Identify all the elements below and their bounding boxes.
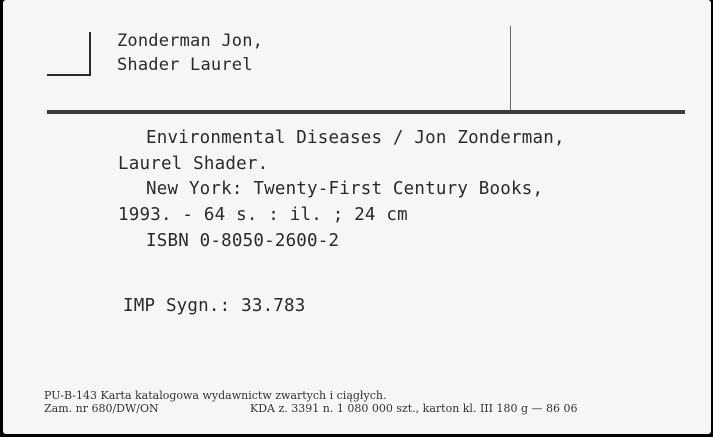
footer-order-number: Zam. nr 680/DW/ON xyxy=(44,402,159,415)
publication-line-1: New York: Twenty-First Century Books, xyxy=(146,179,544,199)
title-line-1: Environmental Diseases / Jon Zonderman, xyxy=(146,128,565,148)
vertical-rule xyxy=(510,26,511,110)
corner-mark xyxy=(47,32,91,76)
footer-print-info: KDA z. 3391 n. 1 080 000 szt., karton kl. III 180 g — 86 06 xyxy=(250,402,578,415)
call-number: IMP Sygn.: 33.783 xyxy=(123,296,306,316)
author-heading-line-1: Zonderman Jon, xyxy=(117,31,264,51)
publication-line-2: 1993. - 64 s. : il. ; 24 cm xyxy=(118,205,408,225)
title-line-2: Laurel Shader. xyxy=(118,154,269,174)
isbn-line: ISBN 0-8050-2600-2 xyxy=(146,231,340,251)
footer-line-1: PU-B-143 Karta katalogowa wydawnictw zwartych i ciągłych. xyxy=(44,389,387,402)
horizontal-rule xyxy=(47,110,685,114)
catalog-card xyxy=(3,0,711,434)
author-heading-line-2: Shader Laurel xyxy=(117,55,253,75)
